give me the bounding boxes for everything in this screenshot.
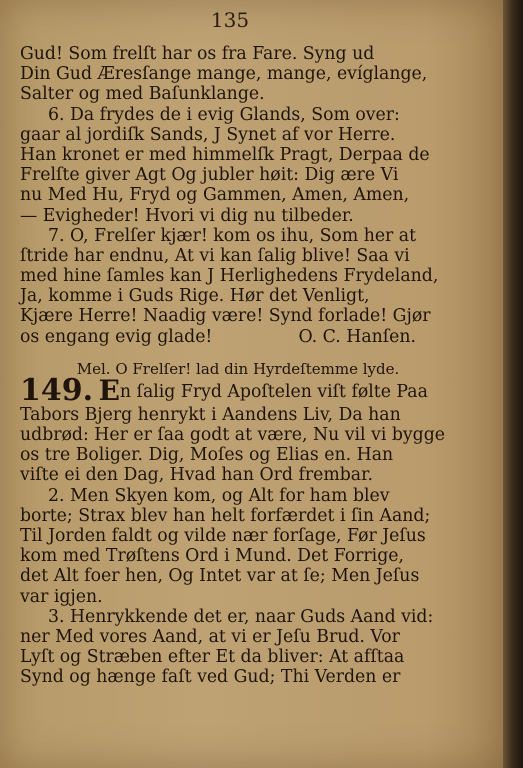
verse-2-line: Til Jorden faldt og vilde nær forſage, Før Jeſus xyxy=(20,525,426,546)
hymn-dropcap: E xyxy=(98,373,120,407)
verse-3-line: 3. Henrykkende det er, naar Guds Aand vid: xyxy=(48,606,434,627)
hymn-text-body xyxy=(20,44,456,687)
verse-6-line: — Evigheder! Hvori vi dig nu tilbeder. xyxy=(20,205,354,226)
hymn-149-first-line xyxy=(20,372,456,408)
verse-3-line: Lyſt og Stræben efter Et da bliver: At afſtaa xyxy=(20,647,405,668)
verse-6-line: Frelſte giver Agt Og jubler høit: Dig ære Vi xyxy=(20,165,399,186)
verse-2-line: borte; Strax blev han helt forfærdet i ſin Aand; xyxy=(20,505,431,526)
book-spine xyxy=(503,0,523,768)
verse-2-line: 2. Men Skyen kom, og Alt for ham blev xyxy=(48,485,390,506)
verse-7-last-text: os engang evig glade! xyxy=(20,326,213,347)
verse-7-line: 7. O, Frelſer kjær! kom os ihu, Som her at xyxy=(48,225,417,246)
author-signature: O. C. Hanſen. xyxy=(298,326,416,347)
verse-6-line: Han kronet er med himmelſk Pragt, Derpaa de xyxy=(20,144,430,165)
verse-7-line: Ja, komme i Guds Rige. Hør det Venligt, xyxy=(20,286,370,307)
verse-6-line: nu Med Hu, Fryd og Gammen, Amen, Amen, xyxy=(20,185,410,206)
verse-3-line: ner Med vores Aand, at vi er Jeſu Brud. Vor xyxy=(20,626,400,647)
text-line: Gud! Som frelſt har os fra Fare. Syng ud xyxy=(20,44,375,64)
verse-7-line: ſtride har endnu, At vi kan ſalig blive! Saa vi xyxy=(20,245,410,266)
verse-6-line: 6. Da frydes de i evig Glands, Som over: xyxy=(48,104,400,125)
text-line: Din Gud Æresſange mange, mange, evíglange, xyxy=(20,64,428,85)
verse-3-line: Synd og hænge faſt ved Gud; Thi Verden er xyxy=(20,667,401,688)
hymn-149-line: viſte ei den Dag, Hvad han Ord frembar. xyxy=(20,465,373,486)
verse-2-line: var igjen. xyxy=(20,586,103,607)
hymn-149-line: udbrød: Her er ſaa godt at være, Nu vil vi bygge xyxy=(20,425,446,445)
verse-7-last-line xyxy=(20,327,456,347)
page-number: 135 xyxy=(210,8,250,32)
verse-2-line: det Alt foer hen, Og Intet var at ſe; Men Jeſus xyxy=(20,566,420,587)
hymn-first-line-text: n ſalig Fryd Apoſtelen viſt følte Paa xyxy=(119,381,428,402)
verse-6-line: gaar al jordiſk Sands, J Synet af vor Herre. xyxy=(20,124,396,145)
verse-7-line: med hine ſamles kan J Herlighedens Frydeland, xyxy=(20,266,439,287)
hymn-149-line: Tabors Bjerg henrykt i Aandens Liv, Da han xyxy=(20,404,401,425)
hymn-number: 149. xyxy=(20,372,94,408)
verse-7-line: Kjære Herre! Naadig være! Synd forlade! Gjør xyxy=(20,306,431,327)
verse-2-line: kom med Trøſtens Ord i Mund. Det Forrige, xyxy=(20,546,404,567)
melody-note: Mel. O Frelſer! lad din Hyrdeſtemme lyde. xyxy=(76,359,400,378)
text-line: Salter og med Baſunklange. xyxy=(20,84,265,105)
hymn-149-line: os tre Boliger. Dig, Moſes og Elias en. Han xyxy=(20,445,394,466)
